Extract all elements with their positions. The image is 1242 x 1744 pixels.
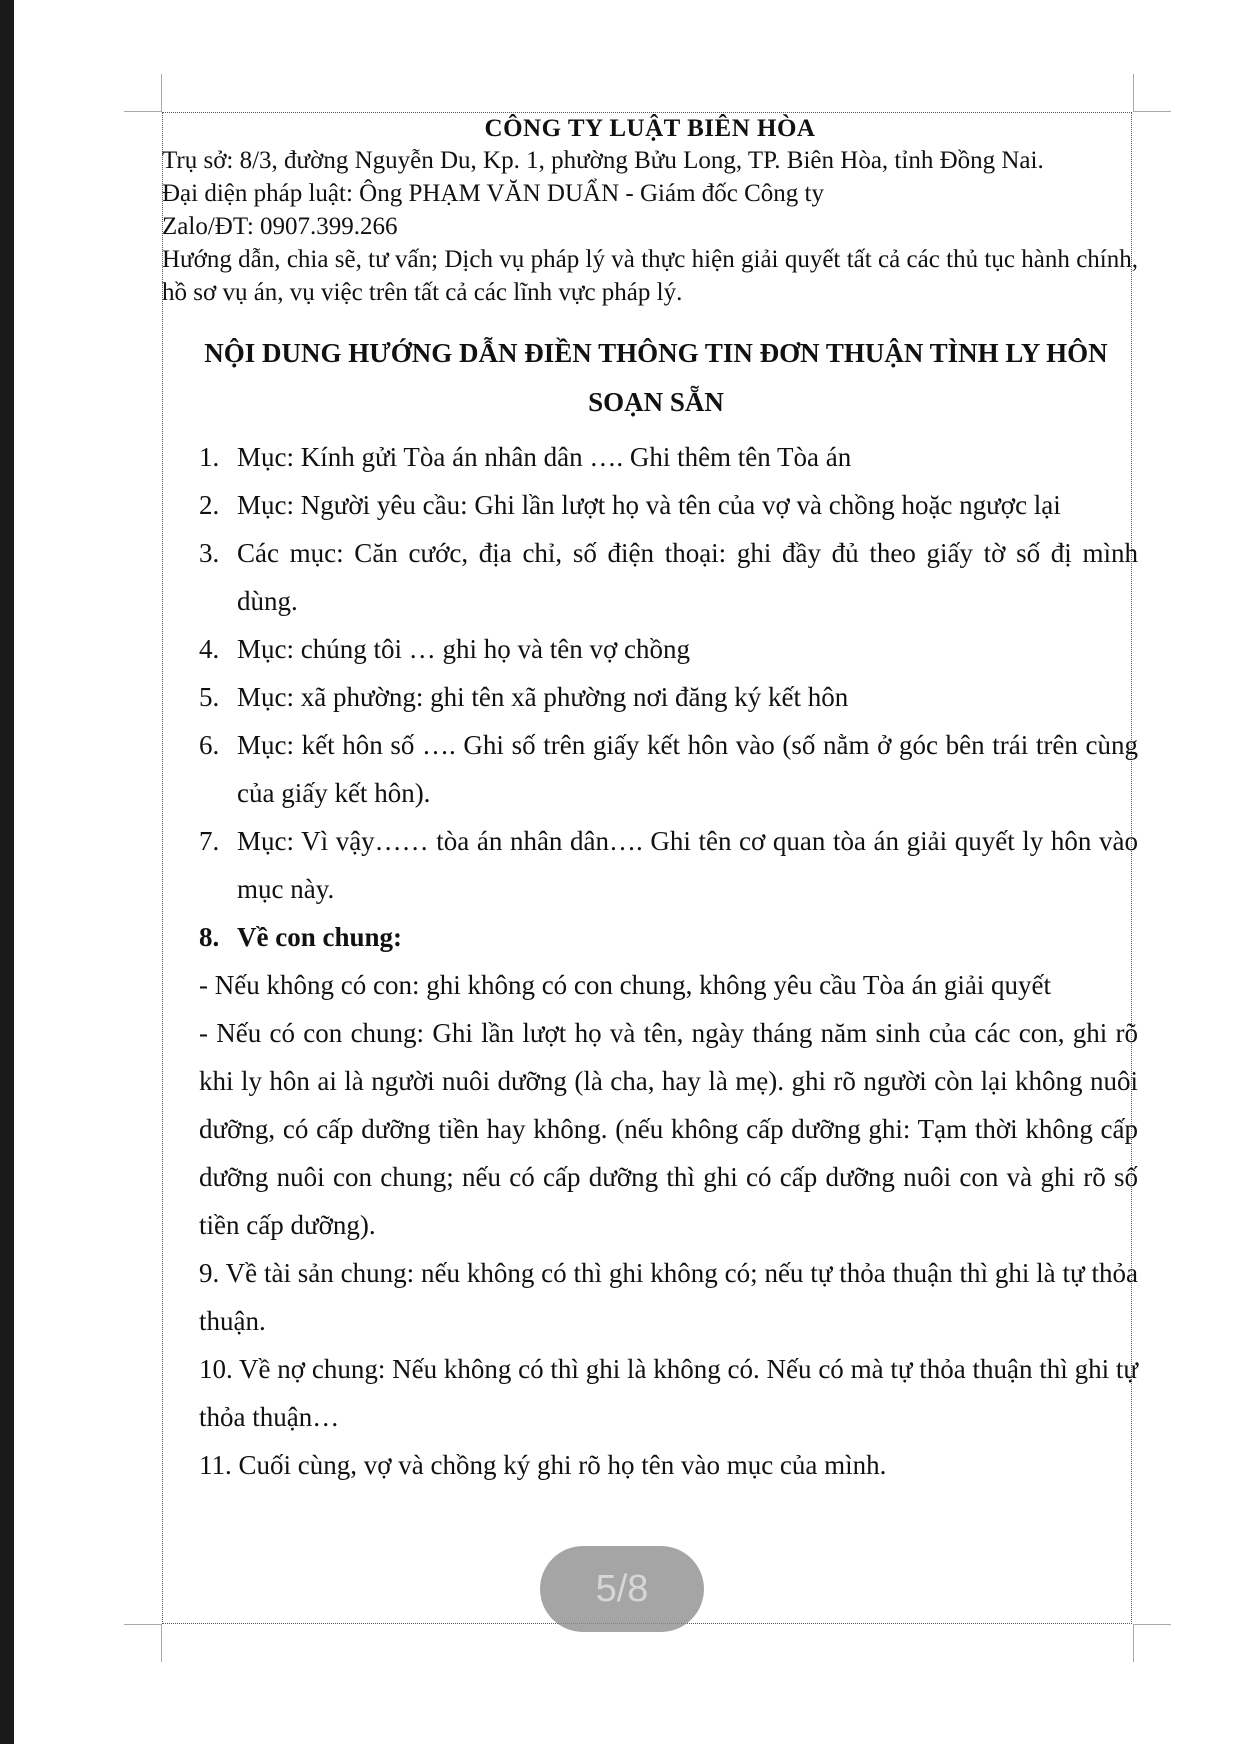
company-name: CÔNG TY LUẬT BIÊN HÒA	[484, 115, 816, 142]
crop-mark	[1133, 111, 1171, 112]
paragraph-common-property: 9. Về tài sản chung: nếu không có thì ghi không có; nếu tự thỏa thuận thì ghi là tự thỏa thuận.	[199, 1258, 1138, 1336]
letterhead-contact: Zalo/ĐT: 0907.399.266	[162, 213, 398, 240]
crop-mark	[1133, 74, 1134, 112]
list-item	[199, 817, 1138, 913]
list-number: 1.	[199, 442, 220, 472]
crop-mark	[1133, 1624, 1171, 1625]
crop-mark	[161, 74, 162, 112]
crop-mark	[124, 111, 162, 112]
letterhead-address: Trụ sở: 8/3, đường Nguyễn Du, Kp. 1, phường Bửu Long, TP. Biên Hòa, tỉnh Đồng Nai.	[162, 147, 1044, 174]
list-text: Mục: xã phường: ghi tên xã phường nơi đăng ký kết hôn	[237, 682, 849, 712]
page-indicator: 5/8	[540, 1546, 704, 1632]
crop-mark	[124, 1624, 162, 1625]
list-text: Mục: Kính gửi Tòa án nhân dân …. Ghi thêm tên Tòa án	[237, 442, 852, 472]
document-title: NỘI DUNG HƯỚNG DẪN ĐIỀN THÔNG TIN ĐƠN THUẬN TÌNH LY HÔN SOẠN SẴN	[204, 338, 1108, 417]
paragraph-signatures: 11. Cuối cùng, vợ và chồng ký ghi rõ họ tên vào mục của mình.	[199, 1450, 887, 1480]
list-text: Mục: Vì vậy…… tòa án nhân dân…. Ghi tên cơ quan tòa án giải quyết ly hôn vào mục này.	[237, 826, 1138, 904]
letterhead-representative: Đại diện pháp luật: Ông PHẠM VĂN DUẨN - Giám đốc Công ty	[162, 180, 824, 207]
crop-mark	[1133, 1624, 1134, 1662]
section-heading-children	[199, 913, 1138, 961]
list-item	[199, 721, 1138, 817]
list-text: Mục: chúng tôi … ghi họ và tên vợ chồng	[237, 634, 690, 664]
document-content	[162, 112, 1138, 1489]
list-text: Mục: Người yêu cầu: Ghi lần lượt họ và tên của vợ và chồng hoặc ngược lại	[237, 490, 1061, 520]
list-number: 2.	[199, 490, 220, 520]
list-item	[199, 529, 1138, 625]
list-number: 7.	[199, 826, 220, 856]
instructions-body	[199, 433, 1138, 1489]
list-number: 6.	[199, 730, 220, 760]
list-item	[199, 625, 1138, 673]
list-item	[199, 433, 1138, 481]
list-number: 8.	[199, 922, 220, 952]
letterhead-services: Hướng dẫn, chia sẽ, tư vấn; Dịch vụ pháp lý và thực hiện giải quyết tất cả các thủ tục hành chính, hồ sơ vụ án, vụ việc trên tất cả các lĩnh vực pháp lý.	[162, 246, 1138, 306]
paragraph-with-children: - Nếu có con chung: Ghi lần lượt họ và tên, ngày tháng năm sinh của các con, ghi rõ khi ly hôn ai là người nuôi dưỡng (là cha, hay là mẹ). ghi rõ người còn lại không nuôi dưỡng, có cấp dưỡng tiền hay không. (nếu không cấp dưỡng ghi: Tạm thời không cấp dưỡng nuôi con chung; nếu có cấp dưỡng thì ghi có cấp dưỡng nuôi con và ghi rõ số tiền cấp dưỡng).	[199, 1018, 1138, 1240]
list-text: Về con chung:	[237, 922, 403, 952]
list-item	[199, 481, 1138, 529]
list-number: 3.	[199, 538, 220, 568]
letterhead	[162, 114, 1138, 309]
list-number: 4.	[199, 634, 220, 664]
paragraph-common-debt: 10. Về nợ chung: Nếu không có thì ghi là không có. Nếu có mà tự thỏa thuận thì ghi tự thỏa thuận…	[199, 1354, 1138, 1432]
list-text: Các mục: Căn cước, địa chỉ, số điện thoại: ghi đầy đủ theo giấy tờ số đị mình dùng.	[237, 538, 1138, 616]
list-number: 5.	[199, 682, 220, 712]
crop-mark	[161, 1624, 162, 1662]
list-text: Mục: kết hôn số …. Ghi số trên giấy kết hôn vào (số nằm ở góc bên trái trên cùng của giấy kết hôn).	[237, 730, 1138, 808]
list-item	[199, 673, 1138, 721]
paragraph-no-children: - Nếu không có con: ghi không có con chung, không yêu cầu Tòa án giải quyết	[199, 970, 1052, 1000]
